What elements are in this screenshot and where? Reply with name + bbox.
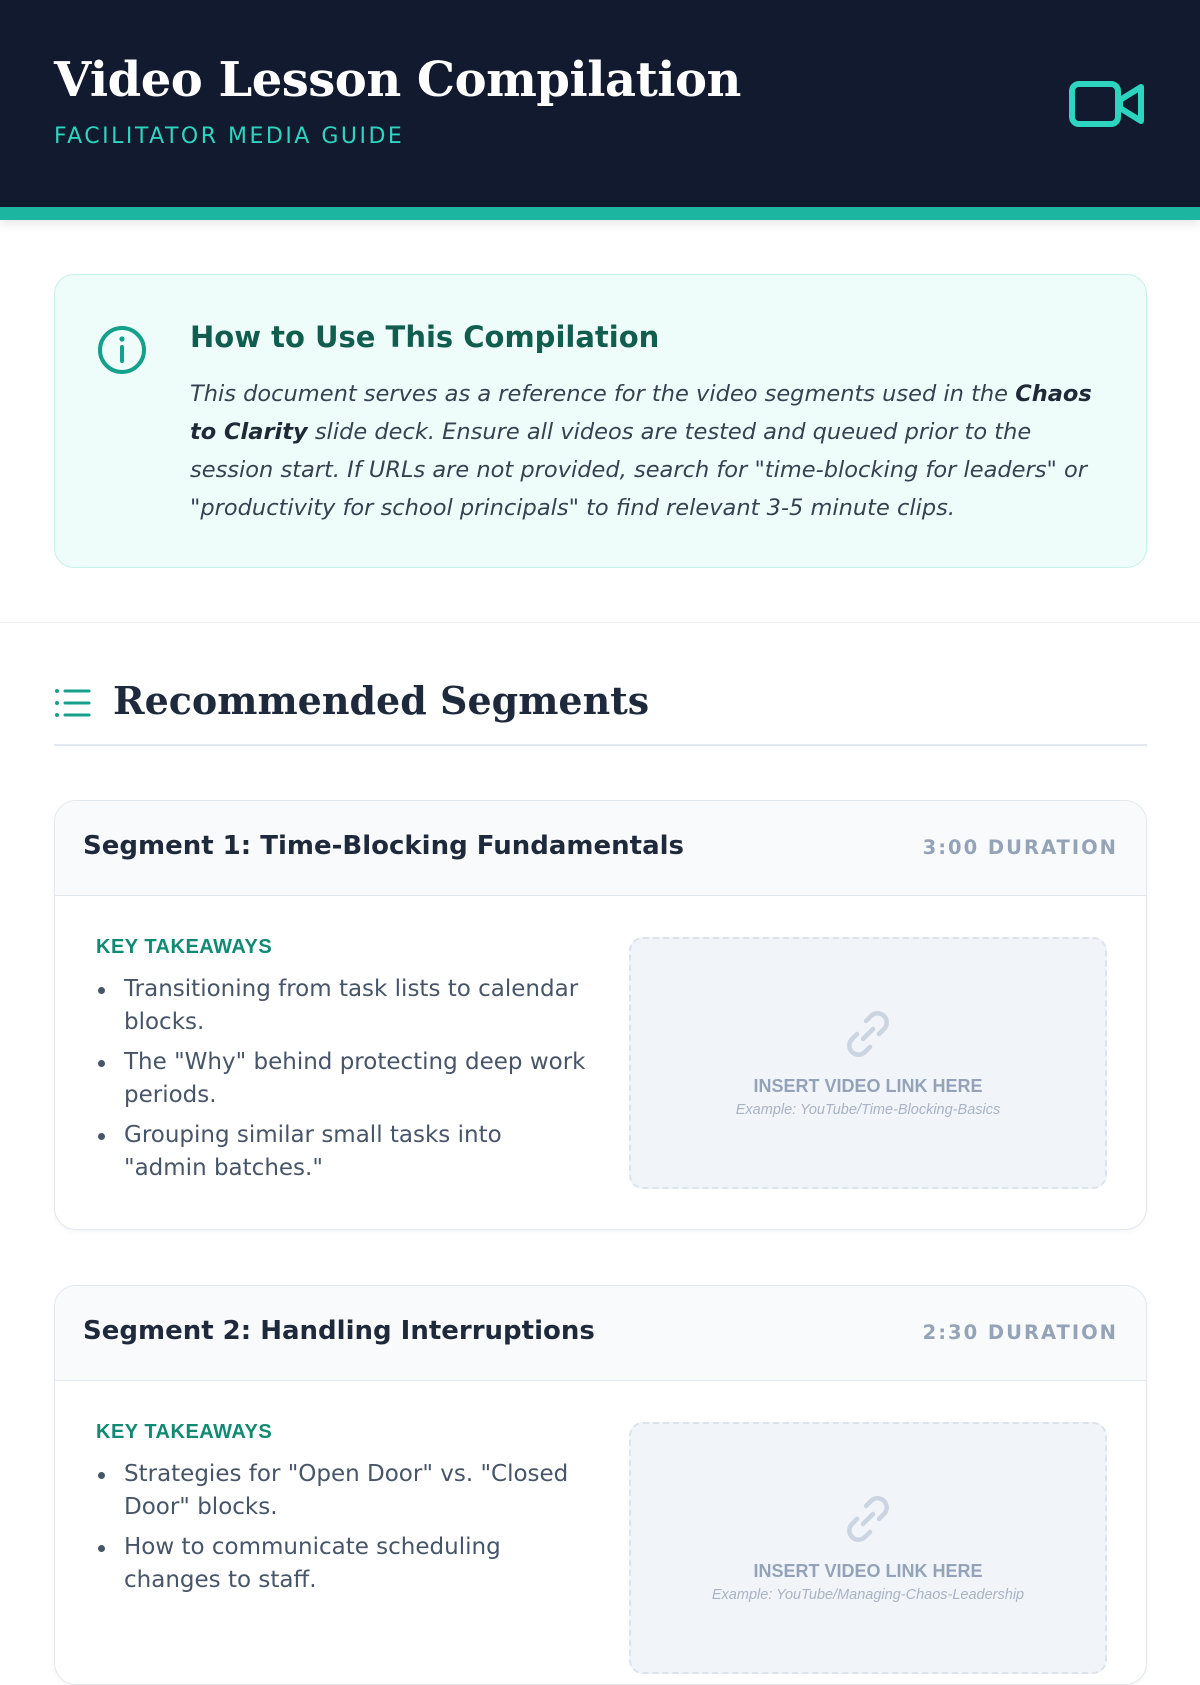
video-link-example: Example: YouTube/Managing-Chaos-Leadership [711,1587,1025,1603]
page-header [0,0,1200,207]
segment-header [55,801,1146,896]
segment-card [54,800,1147,1230]
takeaways-label: KEY TAKEAWAYS [96,1421,273,1443]
header-accent-stripe [0,207,1200,220]
takeaway-item: The "Why" behind protecting deep work periods. [96,1046,586,1112]
link-icon [841,1492,895,1546]
page-title: Video Lesson Compilation [54,52,741,108]
video-link-label: INSERT VIDEO LINK HERE [753,1561,983,1581]
info-body: This document serves as a reference for the video segments used in the Chaos to Clarity slide deck. Ensure all videos are tested and queued prior to the session start. If URLs are not provided, search for "time-blocking for leaders" or "productivity for school principals" to find relevant 3-5 minute clips. [190,381,1092,521]
section-title: Recommended Segments [113,678,650,723]
segment-header [55,1286,1146,1381]
takeaway-item: Grouping similar small tasks into "admin batches." [96,1119,586,1185]
section-divider [0,622,1200,623]
segment-title: Segment 2: Handling Interruptions [83,1316,595,1346]
takeaway-item: Transitioning from task lists to calendar blocks. [96,973,586,1039]
takeaways-label: KEY TAKEAWAYS [96,936,273,958]
segment-duration: 3:00 DURATION [922,836,1118,859]
video-link-placeholder[interactable] [629,1422,1107,1674]
takeaways-list [96,973,586,1192]
segment-duration: 2:30 DURATION [922,1321,1118,1344]
link-icon [841,1007,895,1061]
takeaway-item: Strategies for "Open Door" vs. "Closed Door" blocks. [96,1458,586,1524]
segment-card [54,1285,1147,1685]
video-link-label: INSERT VIDEO LINK HERE [753,1076,983,1096]
video-link-placeholder[interactable] [629,937,1107,1189]
section-rule [54,744,1147,746]
video-link-example: Example: YouTube/Time-Blocking-Basics [735,1102,1001,1118]
takeaways-list [96,1458,586,1604]
info-title: How to Use This Compilation [190,320,660,354]
deck-name: Chaos to Clarity [190,381,1092,445]
video-camera-icon [1068,78,1146,130]
segment-title: Segment 1: Time-Blocking Fundamentals [83,831,685,861]
page-subtitle: FACILITATOR MEDIA GUIDE [54,124,405,149]
info-circle-icon [97,325,147,375]
info-callout [54,274,1147,568]
list-icon [54,687,92,719]
takeaway-item: How to communicate scheduling changes to staff. [96,1531,586,1597]
